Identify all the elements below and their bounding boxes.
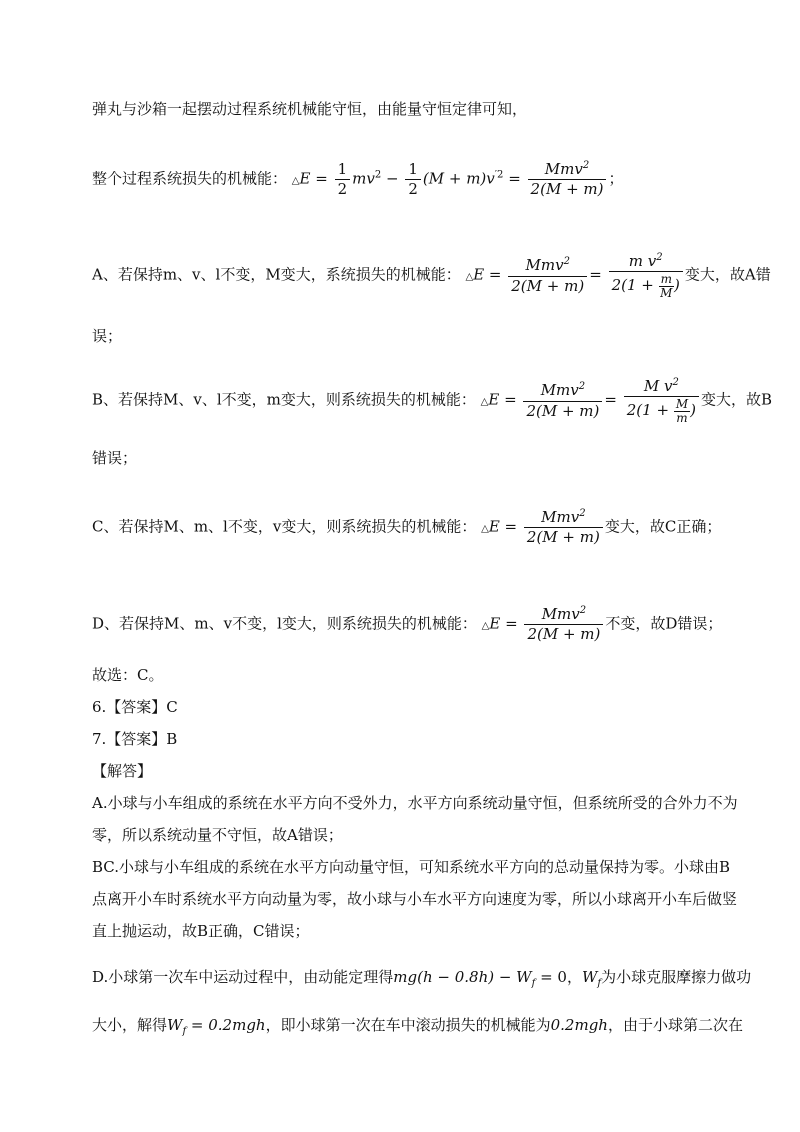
text-line-3: A、若保持m、v、l不变，M变大，系统损失的机械能： △E = $\frac{Mmv^2}{2(M + m)}$ = m $v^2$ 2(1 + $\frac{m}{M}$ ) 变大，故A错 — [92, 252, 771, 300]
equals-sign: = — [508, 169, 521, 188]
answer-6: 6.【答案】C — [92, 698, 178, 716]
line-3-suffix: 变大，故A错 — [684, 265, 771, 284]
text-line-1: 弹丸与沙箱一起摆动过程系统机械能守恒，由能量守恒定律可知， — [92, 100, 528, 118]
fraction-D: $\frac{Mmv^2}{2(M + m)}$ — [524, 605, 603, 644]
text-line-16: D.小球第一次车中运动过程中，由动能定理得$mg(h - 0.8h) - W_f = 0$，$W_f$为小球克服摩擦力做功 — [92, 968, 752, 989]
text-line-17: 大小，解得$W_f = 0.2mgh$，即小球第一次在车中滚动损失的机械能为0.2mgh，由于小球第二次在 — [92, 1016, 743, 1037]
text-line-15: 直上抛运动，故B正确，C错误； — [92, 922, 310, 940]
line-5-prefix: C、若保持M、m、l不变，v变大，则系统损失的机械能： — [92, 517, 477, 536]
fraction-A-2: m $v^2$ 2(1 + $\frac{m}{M}$ ) — [609, 252, 683, 299]
answer-7: 7.【答案】B — [92, 730, 178, 748]
delta-symbol: △ — [291, 175, 300, 187]
fraction-C: $\frac{Mmv^2}{2(M + m)}$ — [524, 508, 603, 547]
line-17-suffix: ，由于小球第二次在 — [607, 1016, 743, 1034]
work-result: = 0.2mgh — [186, 1016, 266, 1034]
line-16-suffix: 为小球克服摩擦力做功 — [601, 968, 752, 986]
text-line-12: 零，所以系统动量不守恒，故A错误； — [92, 826, 343, 844]
formula-lhs: E = — [299, 169, 328, 188]
minus-sign: − — [385, 169, 399, 188]
line-16-prefix: D.小球第一次车中运动过程中，由动能定理得 — [92, 968, 394, 986]
mv-term: mv — [352, 169, 375, 188]
line-5-suffix: 变大，故C正确； — [604, 517, 722, 536]
text-line-11: A.小球与小车组成的系统在水平方向不受外力，水平方向系统动量守恒，但系统所受的合外力不为 — [92, 794, 738, 812]
Mm-v-term: (M + m)v — [422, 169, 495, 188]
line-4-prefix: B、若保持M、v、l不变，m变大，则系统损失的机械能： — [92, 390, 476, 409]
fraction-B-1: $\frac{Mmv^2}{2(M + m)}$ — [523, 381, 602, 420]
text-line-5: C、若保持M、m、l不变，v变大，则系统损失的机械能： △E = $\frac{Mmv^2}{2(M + m)}$ 变大，故C正确； — [92, 508, 722, 547]
fraction-half-2: $\frac{1}{2}$ — [405, 161, 421, 199]
energy-loss-value: 0.2mgh — [550, 1016, 608, 1034]
line-3-prefix: A、若保持m、v、l不变，M变大，系统损失的机械能： — [92, 265, 461, 284]
text-line-3b: 误； — [92, 327, 123, 345]
line-6-prefix: D、若保持M、m、v不变，l变大，则系统损失的机械能： — [92, 614, 477, 633]
energy-equation: mg(h − 0.8h) − W — [393, 968, 532, 986]
line-17-prefix: 大小，解得 — [92, 1016, 168, 1034]
fraction-B-2: M $v^2$ 2(1 + $\frac{M}{m}$ ) — [624, 377, 699, 424]
text-line-7: 故选：C。 — [92, 666, 164, 684]
text-line-4: B、若保持M、v、l不变，m变大，则系统损失的机械能： △E = $\frac{Mmv^2}{2(M + m)}$ = M $v^2$ 2(1 + $\frac{M}{m}$ ) 变大，故B — [92, 377, 772, 425]
text-line-13: BC.小球与小车组成的系统在水平方向动量守恒，可知系统水平方向的总动量保持为零。小球由B — [92, 858, 731, 876]
solution-heading: 【解答】 — [92, 762, 153, 780]
text-line-6: D、若保持M、m、v不变，l变大，则系统损失的机械能： △E = $\frac{Mmv^2}{2(M + m)}$ 不变，故D错误； — [92, 605, 723, 644]
line-4-suffix: 变大，故B — [700, 390, 772, 409]
fraction-result: $\frac{Mmv^2}{2(M + m)}$ — [528, 160, 607, 199]
line-6-suffix: 不变，故D错误； — [605, 614, 723, 633]
fraction-A-1: $\frac{Mmv^2}{2(M + m)}$ — [508, 256, 587, 295]
line-2-prefix: 整个过程系统损失的机械能： — [92, 169, 288, 188]
text-line-2: 整个过程系统损失的机械能： △E = $\frac{1}{2}$ $mv^2$ − $\frac{1}{2}$ $(M + m)v^{'2}$ = $\frac{Mmv^2}{2(M + m)}$ ； — [92, 159, 624, 199]
text-line-4b: 错误； — [92, 449, 138, 467]
fraction-half-1: $\frac{1}{2}$ — [335, 161, 351, 199]
text-line-14: 点离开小车时系统水平方向动量为零，故小球与小车水平方向速度为零，所以小球离开小车后做竖 — [92, 890, 738, 908]
